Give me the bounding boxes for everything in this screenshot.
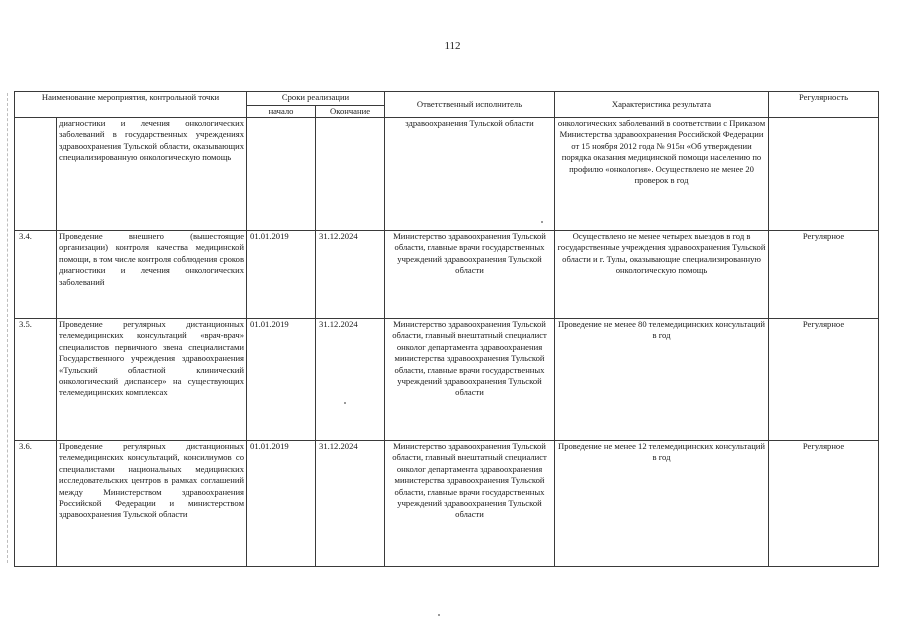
row-start: 01.01.2019 (247, 441, 316, 567)
row-start (247, 118, 316, 231)
table-row (15, 118, 879, 231)
measures-table (14, 91, 879, 567)
row-name: диагностики и лечения онкологических заболеваний в государственных учреждениях здравоохранения Тульской области, оказывающих специализированную онкологическую помощь (57, 118, 247, 231)
row-start: 01.01.2019 (247, 231, 316, 319)
header-start: начало (247, 106, 316, 118)
row-number: 3.5. (15, 319, 57, 441)
row-regularity (769, 118, 879, 231)
row-start: 01.01.2019 (247, 319, 316, 441)
row-responsible: Министерство здравоохранения Тульской области, главные врачи государственных учреждений здравоохранения Тульской области (385, 231, 555, 319)
row-regularity: Регулярное (769, 319, 879, 441)
page-number: 112 (444, 40, 461, 52)
header-terms: Сроки реализации (247, 92, 385, 106)
header-result: Характеристика результата (555, 92, 769, 118)
table-row (15, 319, 879, 441)
scan-speck (438, 614, 440, 616)
row-number (15, 118, 57, 231)
row-responsible: здравоохранения Тульской области (385, 118, 555, 231)
row-number: 3.6. (15, 441, 57, 567)
header-regularity: Регулярность (769, 92, 879, 118)
row-name: Проведение внешнего (вышестоящие организации) контроля качества медицинской помощи, в том числе контроля соблюдения сроков диагностики и лечения онкологических заболеваний (57, 231, 247, 319)
header-responsible: Ответственный исполнитель (385, 92, 555, 118)
header-end: Окончание (316, 106, 385, 118)
row-end: 31.12.2024 (316, 319, 385, 441)
scan-speck (541, 221, 543, 223)
row-responsible: Министерство здравоохранения Тульской области, главный внештатный специалист онколог департамента здравоохранения министерства здравоохранения Тульской области, главные врачи государственных учреждений здравоохранения Тульской области (385, 441, 555, 567)
row-name: Проведение регулярных дистанционных телемедицинских консультаций, консилиумов со специалистами национальных медицинских исследовательских центров в рамках соглашений между Министерством здравоохранения Российской Федерации и министерством здравоохранения Тульской области (57, 441, 247, 567)
row-regularity: Регулярное (769, 231, 879, 319)
row-result: онкологических заболеваний в соответствии с Приказом Министерства здравоохранения Российской Федерации от 15 ноября 2012 года № 915н «Об утверждении порядка оказания медицинской помощи населению по профилю «онкология». Осуществлено не менее 20 проверок в год (555, 118, 769, 231)
row-end: 31.12.2024 (316, 231, 385, 319)
row-result: Проведение не менее 80 телемедицинских консультаций в год (555, 319, 769, 441)
row-name: Проведение регулярных дистанционных телемедицинских консультаций «врач-врач» специалистов первичного звена специалистами Государственного учреждения здравоохранения «Тульский областной клинический онкологический диспансер» на существующих телемедицинских комплексах (57, 319, 247, 441)
row-result: Осуществлено не менее четырех выездов в год в государственные учреждения здравоохранения Тульской области и г. Тулы, оказывающие специализированную онкологическую помощь (555, 231, 769, 319)
row-end: 31.12.2024 (316, 441, 385, 567)
table-row (15, 441, 879, 567)
row-result: Проведение не менее 12 телемедицинских консультаций в год (555, 441, 769, 567)
row-end (316, 118, 385, 231)
scan-speck (344, 402, 346, 404)
row-number: 3.4. (15, 231, 57, 319)
row-regularity: Регулярное (769, 441, 879, 567)
table-row (15, 231, 879, 319)
table-header-row (15, 92, 879, 106)
row-responsible: Министерство здравоохранения Тульской области, главный внештатный специалист онколог департамента здравоохранения министерства здравоохранения Тульской области, главные врачи государственных учреждений здравоохранения Тульской области (385, 319, 555, 441)
header-name: Наименование мероприятия, контрольной точки (15, 92, 247, 118)
margin-line (7, 93, 8, 563)
